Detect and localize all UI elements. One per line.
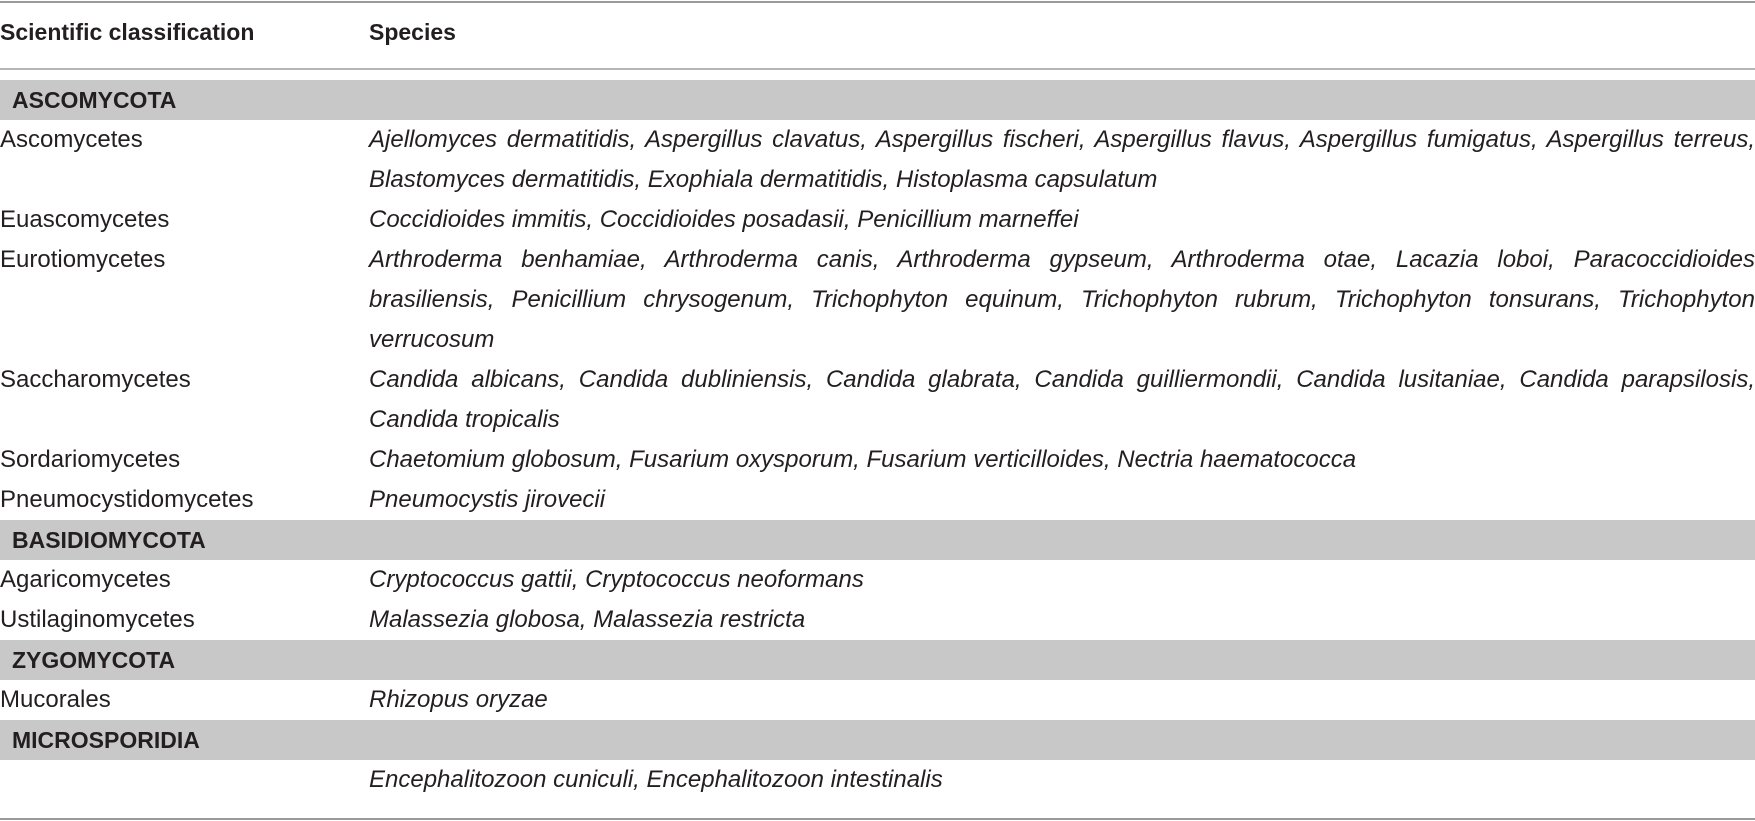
classification-cell: Agaricomycetes <box>0 566 171 593</box>
species-cell: Pneumocystis jirovecii <box>369 486 606 513</box>
classification-cell: Pneumocystidomycetes <box>0 486 254 513</box>
header-species: Species <box>369 19 456 45</box>
table-row <box>0 680 1755 720</box>
table-row <box>0 240 1755 360</box>
group-basidiomycota <box>0 520 1755 640</box>
phylum-band-basidiomycota: BASIDIOMYCOTA <box>0 520 1755 560</box>
table-row <box>0 360 1755 440</box>
classification-cell: Euascomycetes <box>0 206 170 233</box>
classification-cell: Ascomycetes <box>0 126 143 153</box>
table-row <box>0 600 1755 640</box>
group-ascomycota <box>0 80 1755 520</box>
table-row <box>0 200 1755 240</box>
table-row <box>0 480 1755 520</box>
classification-cell: Saccharomycetes <box>0 366 191 393</box>
table-top-rule <box>0 1 1755 3</box>
classification-cell: Eurotiomycetes <box>0 246 166 273</box>
group-microsporidia <box>0 720 1755 800</box>
species-cell: Chaetomium globosum, Fusarium oxysporum, Fusarium verticilloides, Nectria haematococca <box>369 446 1357 473</box>
group-zygomycota <box>0 640 1755 720</box>
header-scientific-classification: Scientific classification <box>0 19 255 45</box>
species-cell: Coccidioides immitis, Coccidioides posadasii, Penicillium marneffei <box>369 206 1079 233</box>
phylum-band-microsporidia: MICROSPORIDIA <box>0 720 1755 760</box>
table-row <box>0 560 1755 600</box>
species-cell: Candida albicans, Candida dubliniensis, Candida glabrata, Candida guilliermondii, Candida lusitaniae, Candida parapsilosis, Candida tropicalis <box>369 366 1755 433</box>
table-bottom-rule <box>0 818 1755 820</box>
classification-cell: Mucorales <box>0 686 111 713</box>
table-row <box>0 120 1755 200</box>
species-cell: Encephalitozoon cuniculi, Encephalitozoon intestinalis <box>369 766 943 793</box>
species-cell: Rhizopus oryzae <box>369 686 548 713</box>
species-cell: Ajellomyces dermatitidis, Aspergillus clavatus, Aspergillus fischeri, Aspergillus flavus, Aspergillus fumigatus, Aspergillus terreus, Blastomyces dermatitidis, Exophiala dermatitidis, Histoplasma capsulatum <box>369 126 1755 193</box>
header-rule <box>0 68 1755 70</box>
classification-cell: Sordariomycetes <box>0 446 181 473</box>
table-row <box>0 760 1755 800</box>
phylum-band-zygomycota: ZYGOMYCOTA <box>0 640 1755 680</box>
table-row <box>0 440 1755 480</box>
species-cell: Arthroderma benhamiae, Arthroderma canis, Arthroderma gypseum, Arthroderma otae, Lacazia loboi, Paracoccidioides brasiliensis, Penicillium chrysogenum, Trichophyton equinum, Trichophyton rubrum, Trichophyton tonsurans, Trichophyton verrucosum <box>369 246 1755 353</box>
classification-cell: Ustilaginomycetes <box>0 606 195 633</box>
species-cell: Cryptococcus gattii, Cryptococcus neoformans <box>369 566 864 593</box>
phylum-band-ascomycota: ASCOMYCOTA <box>0 80 1755 120</box>
species-cell: Malassezia globosa, Malassezia restricta <box>369 606 806 633</box>
table-body <box>0 80 1755 800</box>
